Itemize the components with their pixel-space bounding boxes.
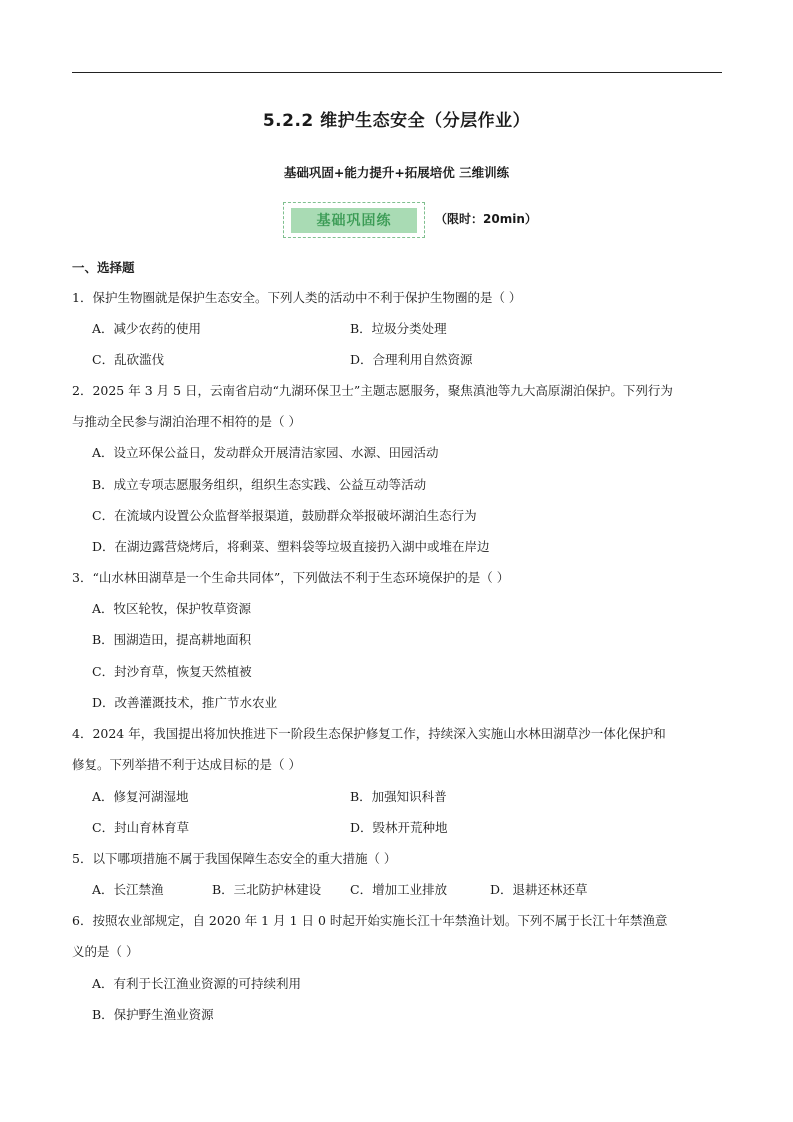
question-1-text: 1．保护生物圈就是保护生态安全。下列人类的活动中不利于保护生物圈的是（ ） [72,290,522,305]
question-6-option-a: A．有利于长江渔业资源的可持续利用 [92,976,302,991]
question-1-option-d: D．合理利用自然资源 [350,352,473,367]
question-4-option-b: B．加强知识科普 [350,789,447,804]
question-2-option-a: A．设立环保公益日，发动群众开展清洁家园、水源、田园活动 [92,445,439,460]
question-5-text: 5．以下哪项措施不属于我国保障生态安全的重大措施（ ） [72,851,397,866]
question-1-option-c: C．乱砍滥伐 [92,352,165,367]
question-4-text-line-1: 4．2024 年，我国提出将加快推进下一阶段生态保护修复工作，持续深入实施山水林田湖草沙一体化保护和 [72,726,666,741]
question-6-text-line-1: 6．按照农业部规定，自 2020 年 1 月 1 日 0 时起开始实施长江十年禁渔计划。下列不属于长江十年禁渔意 [72,913,668,928]
question-4-option-c: C．封山育林育草 [92,820,190,835]
question-3-option-a: A．牧区轮牧，保护牧草资源 [92,601,252,616]
question-4-option-a: A．修复河湖湿地 [92,789,189,804]
question-2-option-d: D．在湖边露营烧烤后，将剩菜、塑料袋等垃圾直接扔入湖中或堆在岸边 [92,539,490,554]
page-subtitle: 基础巩固+能力提升+拓展培优 三维训练 [283,165,510,180]
question-3-option-b: B．围湖造田，提高耕地面积 [92,632,252,647]
question-2-option-b: B．成立专项志愿服务组织，组织生态实践、公益互动等活动 [92,477,427,492]
badge-label: 基础巩固练 [291,208,417,233]
section-heading: 一、选择题 [72,260,135,275]
section-badge [283,202,425,238]
question-1-option-b: B．垃圾分类处理 [350,321,447,336]
header-rule [72,72,722,73]
question-2-option-c: C．在流域内设置公众监督举报渠道，鼓励群众举报破坏湖泊生态行为 [92,508,477,523]
question-6-option-b: B．保护野生渔业资源 [92,1007,214,1022]
question-3-option-c: C．封沙育草，恢复天然植被 [92,664,252,679]
question-6-text-line-2: 义的是（ ） [72,944,139,959]
question-5-option-b: B．三北防护林建设 [212,882,322,897]
question-5-option-d: D．退耕还林还草 [490,882,588,897]
question-2-text-line-1: 2．2025 年 3 月 5 日，云南省启动“九湖环保卫士”主题志愿服务，聚焦滇池等九大高原湖泊保护。下列行为 [72,383,673,398]
question-3-text: 3．“山水林田湖草是一个生命共同体”，下列做法不利于生态环境保护的是（ ） [72,570,510,585]
page-title: 5.2.2 维护生态安全（分层作业） [262,111,531,131]
question-4-option-d: D．毁林开荒种地 [350,820,448,835]
question-5-option-c: C．增加工业排放 [350,882,448,897]
time-limit: （限时：20min） [435,212,537,226]
question-1-option-a: A．减少农药的使用 [92,321,202,336]
question-5-option-a: A．长江禁渔 [92,882,164,897]
question-2-text-line-2: 与推动全民参与湖泊治理不相符的是（ ） [72,414,301,429]
question-3-option-d: D．改善灌溉技术，推广节水农业 [92,695,278,710]
question-4-text-line-2: 修复。下列举措不利于达成目标的是（ ） [72,757,301,772]
